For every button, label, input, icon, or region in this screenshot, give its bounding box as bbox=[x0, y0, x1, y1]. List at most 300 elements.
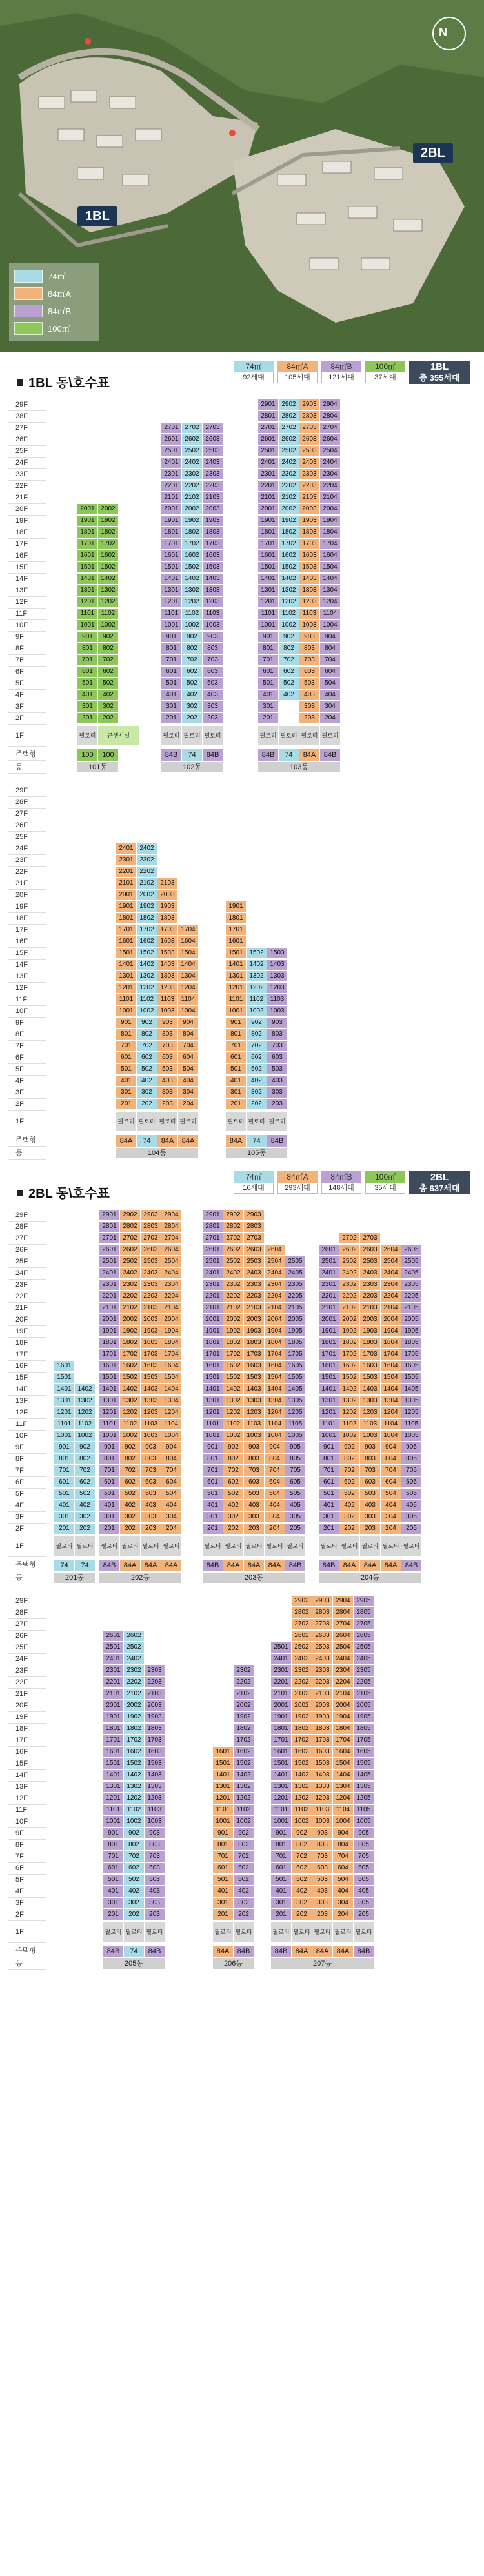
unit-type-cell: 84B bbox=[161, 749, 181, 761]
unit-cell: 602 bbox=[247, 1052, 267, 1063]
unit-cell: 2803 bbox=[312, 1607, 332, 1618]
unit-cell: 301 bbox=[116, 1087, 136, 1098]
block-1bl-label: 1BL bbox=[77, 206, 117, 226]
unit-cell: 1802 bbox=[339, 1338, 359, 1348]
unit-cell: 1601 bbox=[116, 936, 136, 947]
unit-cell: 1702 bbox=[120, 1349, 140, 1360]
floor-label: 25F bbox=[8, 832, 46, 843]
unit-cell: 1305 bbox=[354, 1782, 374, 1792]
unit-cell: 1703 bbox=[145, 1735, 165, 1746]
unit-cell: 1605 bbox=[354, 1747, 374, 1757]
unit-type-cell: 74 bbox=[137, 1135, 157, 1147]
pilotis-cell: 필로티 bbox=[103, 1922, 123, 1942]
unit-cell: 201 bbox=[103, 1909, 123, 1920]
floor-label: 15F bbox=[8, 1373, 46, 1384]
unit-cell: 2602 bbox=[279, 434, 299, 445]
unit-cell: 1204 bbox=[381, 1407, 401, 1418]
row-label-type: 주택형 bbox=[8, 1946, 46, 1957]
unit-cell: 1103 bbox=[157, 994, 177, 1005]
unit-cell: 1502 bbox=[182, 562, 202, 572]
unit-cell: 805 bbox=[285, 1454, 305, 1464]
unit-cell: 2403 bbox=[299, 458, 319, 468]
unit-cell: 905 bbox=[285, 1442, 305, 1453]
unit-cell: 2701 bbox=[203, 1233, 223, 1243]
unit-cell: 1603 bbox=[360, 1361, 380, 1371]
floor-label: 21F bbox=[8, 1689, 46, 1700]
unit-cell: 2502 bbox=[223, 1256, 243, 1267]
unit-cell: 2202 bbox=[182, 481, 202, 491]
unit-cell: 705 bbox=[401, 1465, 421, 1476]
unit-cell: 1101 bbox=[103, 1805, 123, 1815]
unit-cell: 802 bbox=[234, 1840, 254, 1850]
unit-cell: 502 bbox=[124, 1875, 144, 1885]
unit-cell: 1903 bbox=[299, 516, 319, 526]
unit-cell: 2502 bbox=[279, 446, 299, 456]
unit-cell: 2402 bbox=[182, 458, 202, 468]
unit-cell: 2801 bbox=[99, 1222, 119, 1232]
unit-type-cell: 84A bbox=[161, 1560, 181, 1571]
unit-cell: 603 bbox=[203, 667, 223, 677]
unit-type-cell: 84A bbox=[244, 1560, 264, 1571]
unit-cell: 2303 bbox=[244, 1280, 264, 1290]
unit-cell: 1701 bbox=[103, 1735, 123, 1746]
unit-cell: 303 bbox=[157, 1087, 177, 1098]
unit-cell: 801 bbox=[116, 1029, 136, 1040]
unit-cell: 2004 bbox=[265, 1314, 285, 1325]
floor-label: 17F bbox=[8, 1735, 46, 1747]
unit-cell: 1703 bbox=[299, 539, 319, 549]
unit-cell: 2703 bbox=[244, 1233, 264, 1243]
unit-cell: 1101 bbox=[99, 1419, 119, 1429]
unit-cell: 1201 bbox=[203, 1407, 223, 1418]
unit-cell: 2304 bbox=[381, 1280, 401, 1290]
unit-cell: 2404 bbox=[161, 1268, 181, 1278]
unit-cell: 2503 bbox=[244, 1256, 264, 1267]
unit-type-cell: 84B bbox=[103, 1946, 123, 1957]
unit-cell: 1603 bbox=[145, 1747, 165, 1757]
unit-cell: 1502 bbox=[234, 1758, 254, 1769]
unit-cell: 601 bbox=[161, 667, 181, 677]
type-legend-count: 148세대 bbox=[321, 1183, 361, 1194]
unit-cell: 1403 bbox=[267, 960, 287, 970]
floor-label: 27F bbox=[8, 1233, 46, 1245]
type-legend-type: 74㎡ bbox=[234, 361, 274, 372]
unit-cell: 405 bbox=[354, 1886, 374, 1897]
unit-cell: 1602 bbox=[120, 1361, 140, 1371]
unit-cell: 2604 bbox=[333, 1631, 353, 1641]
unit-cell: 1604 bbox=[333, 1747, 353, 1757]
unit-cell: 1903 bbox=[244, 1326, 264, 1336]
unit-cell: 2601 bbox=[161, 434, 181, 445]
floor-label: 29F bbox=[8, 785, 46, 797]
unit-cell: 1502 bbox=[137, 948, 157, 958]
unit-cell: 502 bbox=[234, 1875, 254, 1885]
unit-cell: 1503 bbox=[360, 1373, 380, 1383]
unit-cell: 502 bbox=[137, 1064, 157, 1074]
unit-cell: 2002 bbox=[223, 1314, 243, 1325]
floor-label: 3F bbox=[8, 701, 46, 713]
unit-cell: 504 bbox=[161, 1489, 181, 1499]
unit-cell: 503 bbox=[267, 1064, 287, 1074]
unit-cell: 2901 bbox=[99, 1210, 119, 1220]
unit-cell: 201 bbox=[213, 1909, 233, 1920]
unit-cell: 1602 bbox=[339, 1361, 359, 1371]
unit-cell: 2904 bbox=[320, 399, 340, 410]
swatch-84b bbox=[14, 305, 43, 317]
unit-cell: 1302 bbox=[120, 1396, 140, 1406]
compass-icon bbox=[432, 17, 466, 50]
unit-cell: 2803 bbox=[244, 1222, 264, 1232]
unit-cell: 1601 bbox=[271, 1747, 291, 1757]
unit-cell: 1103 bbox=[267, 994, 287, 1005]
building-label: 201동 bbox=[54, 1573, 95, 1583]
unit-cell: 1504 bbox=[381, 1373, 401, 1383]
unit-cell: 2302 bbox=[120, 1280, 140, 1290]
unit-cell: 1801 bbox=[319, 1338, 339, 1348]
unit-cell: 1101 bbox=[226, 994, 246, 1005]
type-legend-type: 84㎡B bbox=[321, 1171, 361, 1183]
unit-cell: 402 bbox=[247, 1076, 267, 1086]
unit-cell: 2404 bbox=[381, 1268, 401, 1278]
unit-cell: 401 bbox=[54, 1500, 74, 1511]
unit-cell: 601 bbox=[203, 1477, 223, 1487]
unit-cell: 905 bbox=[354, 1828, 374, 1838]
unit-cell: 603 bbox=[360, 1477, 380, 1487]
unit-cell: 1005 bbox=[285, 1431, 305, 1441]
unit-cell: 2604 bbox=[320, 434, 340, 445]
unit-cell: 1803 bbox=[299, 527, 319, 538]
pilotis-cell: 필로티 bbox=[381, 1536, 401, 1556]
unit-cell: 1401 bbox=[271, 1770, 291, 1780]
floor-label: 2F bbox=[8, 713, 46, 725]
floor-label: 25F bbox=[8, 1256, 46, 1268]
unit-cell: 703 bbox=[145, 1851, 165, 1862]
pilotis-cell: 필로티 bbox=[267, 1112, 287, 1131]
unit-cell: 2202 bbox=[292, 1677, 312, 1687]
unit-cell: 601 bbox=[116, 1052, 136, 1063]
unit-cell: 2301 bbox=[203, 1280, 223, 1290]
unit-cell: 2102 bbox=[137, 878, 157, 889]
unit-cell: 602 bbox=[75, 1477, 95, 1487]
unit-cell: 2201 bbox=[99, 1291, 119, 1302]
floor-label: 2F bbox=[8, 1909, 46, 1921]
unit-cell: 1502 bbox=[120, 1373, 140, 1383]
unit-type-cell: 84A bbox=[381, 1560, 401, 1571]
pilotis-cell: 필로티 bbox=[234, 1922, 254, 1942]
unit-cell: 1103 bbox=[141, 1419, 161, 1429]
unit-cell: 2103 bbox=[299, 492, 319, 503]
unit-cell: 701 bbox=[319, 1465, 339, 1476]
unit-cell: 403 bbox=[145, 1886, 165, 1897]
unit-cell: 1701 bbox=[271, 1735, 291, 1746]
unit-cell: 501 bbox=[103, 1875, 123, 1885]
unit-cell: 303 bbox=[203, 701, 223, 712]
unit-cell: 904 bbox=[178, 1018, 198, 1028]
unit-cell: 1104 bbox=[178, 994, 198, 1005]
unit-cell: 503 bbox=[299, 678, 319, 689]
unit-cell: 2204 bbox=[265, 1291, 285, 1302]
unit-cell: 801 bbox=[271, 1840, 291, 1850]
unit-cell: 1001 bbox=[203, 1431, 223, 1441]
floor-label: 18F bbox=[8, 1724, 46, 1735]
floor-label: 13F bbox=[8, 585, 46, 597]
pilotis-cell: 필로티 bbox=[244, 1536, 264, 1556]
unit-cell: 2603 bbox=[299, 434, 319, 445]
map-legend-label: 74㎡ bbox=[48, 272, 66, 281]
unit-cell: 702 bbox=[120, 1465, 140, 1476]
floor-label: 14F bbox=[8, 1384, 46, 1396]
unit-cell: 1203 bbox=[360, 1407, 380, 1418]
unit-cell: 1303 bbox=[267, 971, 287, 981]
pilotis-cell: 필로티 bbox=[333, 1922, 353, 1942]
pilotis-cell: 필로티 bbox=[319, 1536, 339, 1556]
unit-cell: 201 bbox=[203, 1524, 223, 1534]
unit-cell: 902 bbox=[339, 1442, 359, 1453]
unit-cell: 1201 bbox=[77, 597, 97, 607]
pilotis-cell: 필로티 bbox=[226, 1112, 246, 1131]
total-count: 총 637세대 bbox=[419, 1183, 460, 1193]
unit-cell: 2902 bbox=[279, 399, 299, 410]
unit-cell: 1301 bbox=[213, 1782, 233, 1792]
unit-cell: 801 bbox=[203, 1454, 223, 1464]
unit-cell: 2702 bbox=[279, 423, 299, 433]
unit-cell: 2902 bbox=[292, 1596, 312, 1606]
unit-cell: 1601 bbox=[258, 550, 278, 561]
unit-cell: 902 bbox=[137, 1018, 157, 1028]
unit-cell: 405 bbox=[285, 1500, 305, 1511]
unit-cell: 1102 bbox=[223, 1419, 243, 1429]
unit-cell: 404 bbox=[161, 1500, 181, 1511]
unit-cell: 2001 bbox=[258, 504, 278, 514]
unit-cell: 1702 bbox=[279, 539, 299, 549]
unit-cell: 2104 bbox=[320, 492, 340, 503]
unit-cell: 2301 bbox=[271, 1665, 291, 1676]
unit-cell: 2904 bbox=[333, 1596, 353, 1606]
floor-label: 27F bbox=[8, 423, 46, 434]
unit-cell: 1503 bbox=[299, 562, 319, 572]
unit-cell: 2005 bbox=[401, 1314, 421, 1325]
floor-label: 4F bbox=[8, 1500, 46, 1512]
unit-cell: 2102 bbox=[292, 1689, 312, 1699]
type-legend-type: 84㎡A bbox=[277, 361, 318, 372]
unit-cell: 401 bbox=[226, 1076, 246, 1086]
type-legend-count: 105세대 bbox=[277, 372, 318, 383]
type-legend-item bbox=[365, 1171, 405, 1194]
unit-cell: 2804 bbox=[333, 1607, 353, 1618]
unit-cell: 1602 bbox=[223, 1361, 243, 1371]
unit-cell: 1101 bbox=[258, 609, 278, 619]
pilotis-cell: 필로티 bbox=[271, 1922, 291, 1942]
unit-type-cell: 84A bbox=[120, 1560, 140, 1571]
unit-cell: 1802 bbox=[182, 527, 202, 538]
unit-cell: 1403 bbox=[203, 574, 223, 584]
unit-cell: 2402 bbox=[292, 1654, 312, 1664]
unit-cell: 303 bbox=[244, 1512, 264, 1522]
unit-cell: 901 bbox=[103, 1828, 123, 1838]
unit-grid-2bl-b bbox=[0, 1593, 484, 1973]
floor-label: 22F bbox=[8, 481, 46, 492]
floor-label: 19F bbox=[8, 516, 46, 527]
unit-cell: 2702 bbox=[120, 1233, 140, 1243]
floor-label: 3F bbox=[8, 1512, 46, 1524]
unit-cell: 1001 bbox=[258, 620, 278, 630]
unit-cell: 2401 bbox=[319, 1268, 339, 1278]
unit-cell: 1202 bbox=[223, 1407, 243, 1418]
unit-type-cell: 84A bbox=[157, 1135, 177, 1147]
pilotis-cell: 필로티 bbox=[99, 1536, 119, 1556]
unit-cell: 904 bbox=[333, 1828, 353, 1838]
unit-cell: 2503 bbox=[141, 1256, 161, 1267]
unit-type-cell: 84A bbox=[333, 1946, 353, 1957]
floor-label: 20F bbox=[8, 1700, 46, 1712]
unit-cell: 1402 bbox=[247, 960, 267, 970]
unit-cell: 1401 bbox=[54, 1384, 74, 1394]
unit-cell: 1905 bbox=[401, 1326, 421, 1336]
floor-label: 12F bbox=[8, 983, 46, 994]
unit-cell: 201 bbox=[271, 1909, 291, 1920]
type-legend-count: 37세대 bbox=[365, 372, 405, 383]
unit-cell: 1902 bbox=[339, 1326, 359, 1336]
map-legend-row bbox=[14, 267, 94, 285]
unit-cell: 1705 bbox=[401, 1349, 421, 1360]
unit-cell: 705 bbox=[354, 1851, 374, 1862]
unit-cell: 2003 bbox=[141, 1314, 161, 1325]
unit-cell: 1603 bbox=[312, 1747, 332, 1757]
unit-type-cell: 84A bbox=[226, 1135, 246, 1147]
unit-cell: 2201 bbox=[271, 1677, 291, 1687]
unit-cell: 1903 bbox=[360, 1326, 380, 1336]
unit-cell: 1804 bbox=[333, 1724, 353, 1734]
unit-cell: 2804 bbox=[161, 1222, 181, 1232]
unit-type-cell: 84B bbox=[320, 749, 340, 761]
pilotis-cell: 필로티 bbox=[161, 1536, 181, 1556]
unit-cell: 701 bbox=[103, 1851, 123, 1862]
unit-cell: 1003 bbox=[203, 620, 223, 630]
unit-cell: 1102 bbox=[75, 1419, 95, 1429]
unit-cell: 1203 bbox=[267, 983, 287, 993]
floor-label: 16F bbox=[8, 1747, 46, 1758]
unit-cell: 2302 bbox=[124, 1665, 144, 1676]
unit-cell: 802 bbox=[182, 643, 202, 654]
floor-label: 16F bbox=[8, 1361, 46, 1373]
unit-cell: 2303 bbox=[312, 1665, 332, 1676]
unit-cell: 1201 bbox=[54, 1407, 74, 1418]
unit-cell: 1103 bbox=[360, 1419, 380, 1429]
unit-cell: 203 bbox=[145, 1909, 165, 1920]
unit-cell: 601 bbox=[319, 1477, 339, 1487]
unit-cell: 303 bbox=[145, 1898, 165, 1908]
unit-cell: 2701 bbox=[161, 423, 181, 433]
unit-cell: 203 bbox=[312, 1909, 332, 1920]
unit-cell: 801 bbox=[54, 1454, 74, 1464]
unit-cell: 2601 bbox=[258, 434, 278, 445]
unit-cell: 2004 bbox=[161, 1314, 181, 1325]
unit-cell: 1101 bbox=[161, 609, 181, 619]
unit-cell: 2501 bbox=[203, 1256, 223, 1267]
unit-cell: 1401 bbox=[161, 574, 181, 584]
unit-cell: 1303 bbox=[145, 1782, 165, 1792]
unit-cell: 2602 bbox=[292, 1631, 312, 1641]
unit-cell: 2001 bbox=[203, 1314, 223, 1325]
unit-cell: 1404 bbox=[178, 960, 198, 970]
unit-cell: 1903 bbox=[312, 1712, 332, 1722]
unit-cell: 705 bbox=[285, 1465, 305, 1476]
unit-cell: 2001 bbox=[319, 1314, 339, 1325]
unit-cell: 1701 bbox=[226, 925, 246, 935]
unit-cell: 702 bbox=[124, 1851, 144, 1862]
unit-cell: 2202 bbox=[234, 1677, 254, 1687]
unit-cell: 2102 bbox=[120, 1303, 140, 1313]
unit-cell: 503 bbox=[312, 1875, 332, 1885]
unit-cell: 1102 bbox=[279, 609, 299, 619]
unit-cell: 2902 bbox=[120, 1210, 140, 1220]
unit-cell: 2904 bbox=[161, 1210, 181, 1220]
unit-cell: 301 bbox=[54, 1512, 74, 1522]
unit-cell: 302 bbox=[98, 701, 118, 712]
unit-cell: 902 bbox=[292, 1828, 312, 1838]
unit-cell: 202 bbox=[98, 713, 118, 723]
unit-cell: 1904 bbox=[265, 1326, 285, 1336]
unit-cell: 2702 bbox=[339, 1233, 359, 1243]
unit-cell: 2401 bbox=[99, 1268, 119, 1278]
unit-cell: 1204 bbox=[333, 1793, 353, 1804]
unit-cell: 1801 bbox=[203, 1338, 223, 1348]
unit-cell: 505 bbox=[285, 1489, 305, 1499]
unit-cell: 602 bbox=[292, 1863, 312, 1873]
unit-cell: 1402 bbox=[75, 1384, 95, 1394]
unit-cell: 903 bbox=[360, 1442, 380, 1453]
unit-cell: 601 bbox=[271, 1863, 291, 1873]
unit-cell: 2004 bbox=[381, 1314, 401, 1325]
unit-cell: 202 bbox=[182, 713, 202, 723]
unit-cell: 2801 bbox=[258, 411, 278, 421]
floor-label: 28F bbox=[8, 1222, 46, 1233]
unit-cell: 304 bbox=[333, 1898, 353, 1908]
unit-cell: 1203 bbox=[203, 597, 223, 607]
unit-cell: 1904 bbox=[381, 1326, 401, 1336]
unit-type-cell: 84B bbox=[319, 1560, 339, 1571]
unit-cell: 203 bbox=[360, 1524, 380, 1534]
unit-cell: 2402 bbox=[137, 843, 157, 854]
unit-cell: 302 bbox=[292, 1898, 312, 1908]
section-title: 2BL 동\호수표 bbox=[17, 1183, 110, 1202]
unit-cell: 1501 bbox=[271, 1758, 291, 1769]
unit-cell: 1602 bbox=[182, 550, 202, 561]
unit-cell: 2101 bbox=[103, 1689, 123, 1699]
floor-label: 6F bbox=[8, 1052, 46, 1064]
floor-label: 23F bbox=[8, 1665, 46, 1677]
unit-cell: 1805 bbox=[354, 1724, 374, 1734]
unit-cell: 201 bbox=[116, 1099, 136, 1109]
unit-cell: 603 bbox=[267, 1052, 287, 1063]
unit-cell: 1104 bbox=[161, 1419, 181, 1429]
unit-cell: 703 bbox=[267, 1041, 287, 1051]
unit-cell: 205 bbox=[401, 1524, 421, 1534]
unit-cell: 403 bbox=[267, 1076, 287, 1086]
unit-cell: 2305 bbox=[401, 1280, 421, 1290]
unit-cell: 401 bbox=[77, 690, 97, 700]
unit-cell: 2004 bbox=[320, 504, 340, 514]
unit-cell: 2304 bbox=[320, 469, 340, 479]
unit-cell: 1004 bbox=[265, 1431, 285, 1441]
floor-label: 13F bbox=[8, 971, 46, 983]
unit-cell: 2802 bbox=[292, 1607, 312, 1618]
unit-cell: 303 bbox=[267, 1087, 287, 1098]
unit-cell: 1101 bbox=[77, 609, 97, 619]
unit-cell: 1305 bbox=[285, 1396, 305, 1406]
unit-cell: 1405 bbox=[401, 1384, 421, 1394]
building-label: 104동 bbox=[116, 1148, 198, 1158]
